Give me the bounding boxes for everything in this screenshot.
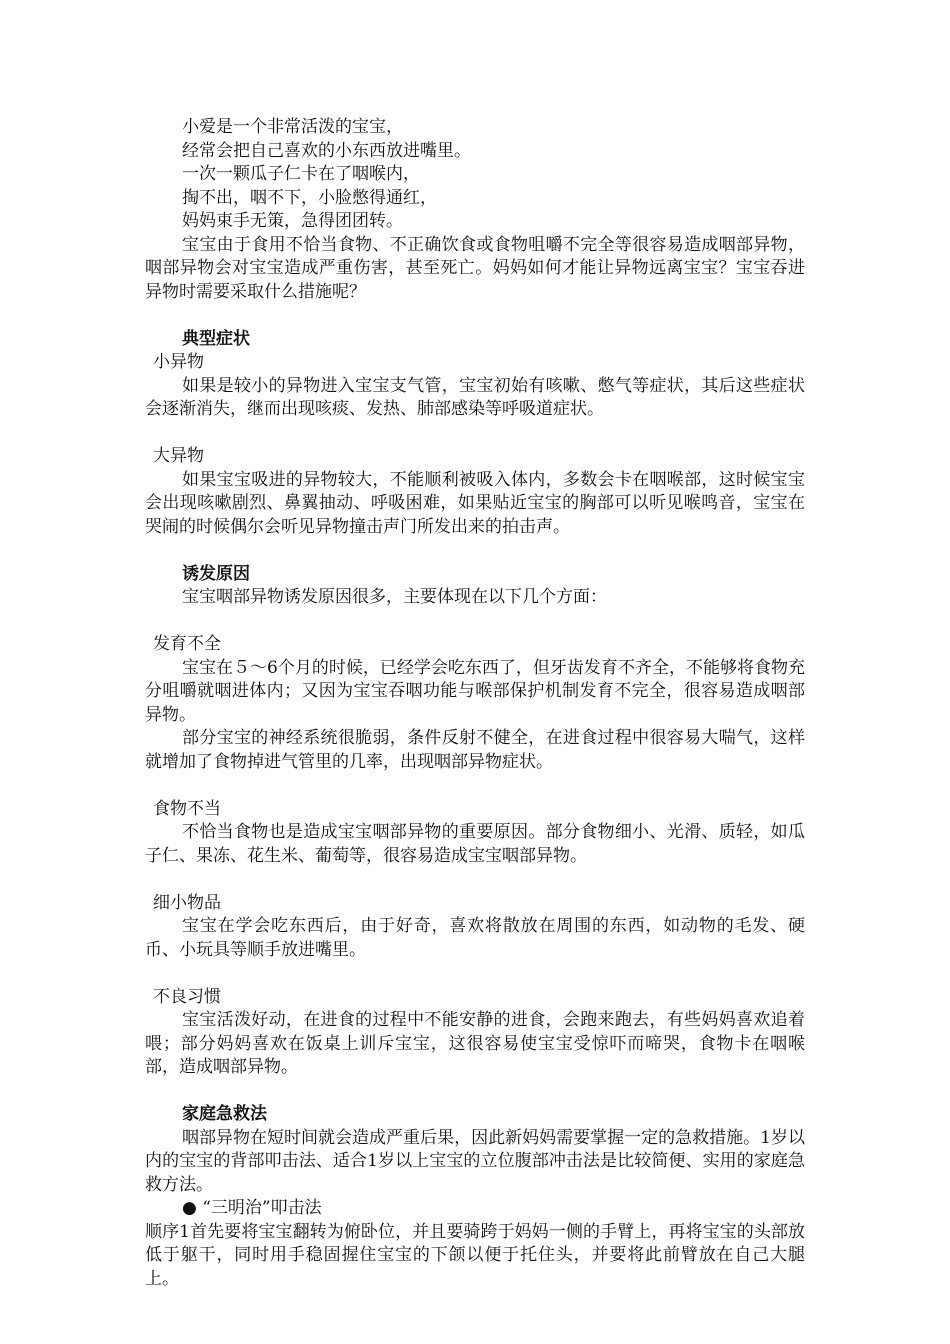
subheading-development: 发育不全 (153, 634, 221, 654)
poem-line: 小爱是一个非常活泼的宝宝， (182, 117, 403, 137)
poem-line: 妈妈束手无策，急得团团转。 (182, 211, 403, 231)
bullet-sandwich-method: ● “三明治”叩击法 (182, 1198, 322, 1218)
poem-line: 一次一颗瓜子仁卡在了咽喉内， (182, 164, 420, 184)
paragraph-step-1: 顺序1首先要将宝宝翻转为俯卧位，并且要骑跨于妈妈一侧的手臂上，再将宝宝的头部放低于躯干，同时用手稳固握住宝宝的下颌以便于托住头，并要将此前臂放在自己大腿上。 (145, 1221, 805, 1289)
paragraph-first-aid: 咽部异物在短时间就会造成严重后果，因此新妈妈需要掌握一定的急救措施。1岁以内的宝宝的背部叩击法、适合1岁以上宝宝的立位腹部冲击法是比较简便、实用的家庭急救方法。 (145, 1127, 805, 1195)
paragraph-development-1: 宝宝在５～6个月的时候，已经学会吃东西了，但牙齿发育不齐全，不能够将食物充分咀嚼就咽进体内；又因为宝宝吞咽功能与喉部保护机制发育不完全，很容易造成咽部异物。 (145, 657, 805, 725)
paragraph-small-object: 如果是较小的异物进入宝宝支气管，宝宝初始有咳嗽、憋气等症状，其后这些症状会逐渐消失，继而出现咳痰、发热、肺部感染等呼吸道症状。 (145, 375, 805, 419)
subheading-small-object: 小异物 (153, 352, 204, 372)
paragraph-improper-food: 不恰当食物也是造成宝宝咽部异物的重要原因。部分食物细小、光滑、质轻，如瓜子仁、果冻、花生米、葡萄等，很容易造成宝宝咽部异物。 (145, 822, 805, 866)
intro-paragraph: 宝宝由于食用不恰当食物、不正确饮食或食物咀嚼不完全等很容易造成咽部异物，咽部异物会对宝宝造成严重伤害，甚至死亡。妈妈如何才能让异物远离宝宝？宝宝吞进异物时需要采取什么措施呢？ (145, 234, 805, 302)
section-heading-first-aid: 家庭急救法 (182, 1104, 267, 1124)
poem-line: 掏不出，咽不下，小脸憋得通红， (182, 187, 437, 208)
subheading-small-items: 细小物品 (153, 892, 221, 913)
paragraph-development-2: 部分宝宝的神经系统很脆弱，条件反射不健全，在进食过程中很容易大喘气，这样就增加了食物掉进气管里的几率，出现咽部异物症状。 (145, 728, 805, 772)
paragraph-large-object: 如果宝宝吸进的异物较大，不能顺利被吸入体内，多数会卡在咽喉部，这时候宝宝会出现咳嗽剧烈、鼻翼抽动、呼吸困难，如果贴近宝宝的胸部可以听见喉鸣音，宝宝在哭闹的时候偶尔会听见异物撞击声门所发出来的拍击声。 (145, 469, 805, 537)
paragraph-small-items: 宝宝在学会吃东西后，由于好奇，喜欢将散放在周围的东西，如动物的毛发、硬币、小玩具等顺手放进嘴里。 (145, 916, 805, 960)
poem-line: 经常会把自己喜欢的小东西放进嘴里。 (182, 140, 471, 161)
section-heading-causes: 诱发原因 (182, 563, 250, 584)
subheading-bad-habits: 不良习惯 (153, 986, 221, 1007)
subheading-large-object: 大异物 (153, 446, 204, 466)
document-body (145, 116, 805, 1291)
paragraph-causes-intro: 宝宝咽部异物诱发原因很多，主要体现在以下几个方面： (182, 587, 607, 607)
paragraph-bad-habits: 宝宝活泼好动，在进食的过程中不能安静的进食，会跑来跑去，有些妈妈喜欢追着喂；部分妈妈喜欢在饭桌上训斥宝宝，这很容易使宝宝受惊吓而啼哭，食物卡在咽喉部，造成咽部异物。 (145, 1010, 805, 1077)
subheading-improper-food: 食物不当 (153, 798, 221, 819)
section-heading-symptoms: 典型症状 (182, 328, 250, 349)
